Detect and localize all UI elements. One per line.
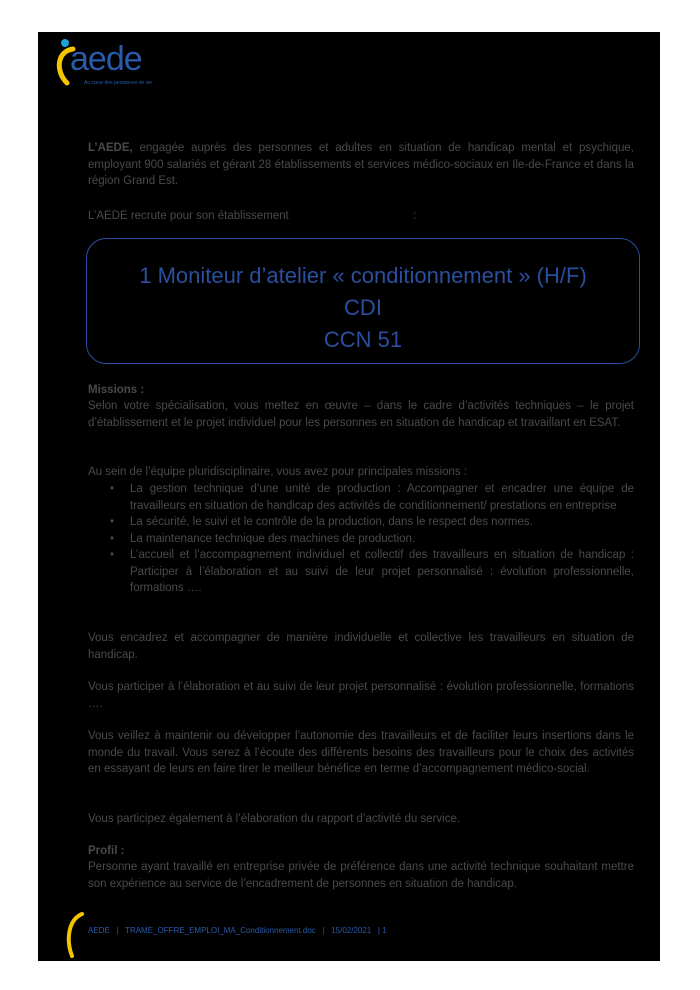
- intro-org-name: L’AEDE,: [88, 142, 133, 154]
- contract-type: CDI: [344, 295, 382, 320]
- list-item: • La gestion technique d’une unité de production : Accompagner et encadrer une équipe de travailleurs en situation de handicap des activités de conditionnement/ prestations en entreprise: [88, 481, 634, 514]
- recruit-line: [88, 208, 634, 225]
- job-title-box: [86, 238, 640, 364]
- aede-logo: [38, 32, 168, 94]
- paragraph-report: Vous participez également à l’élaboration du rapport d’activité du service.: [88, 813, 461, 825]
- page-footer: AEDE | TRAME_OFFRE_EMPLOI_MA_Conditionnement.doc | 15/02/2021 | 1: [88, 926, 387, 935]
- footer-swoosh-icon: [64, 910, 84, 960]
- document-page: [38, 32, 660, 961]
- missions-heading: Missions :: [88, 384, 145, 396]
- profile-paragraph: Personne ayant travaillé en entreprise privée de préférence dans une activité technique souhaitant mettre son expérience au service de l’encadrement de personnes en situation de handicap.: [88, 861, 634, 890]
- intro-paragraph: [88, 140, 634, 190]
- list-item: • La maintenance technique des machines de production.: [88, 531, 634, 548]
- list-item: • La sécurité, le suivi et le contrôle de la production, dans le respect des normes.: [88, 514, 634, 531]
- logo-wordmark: aede: [70, 40, 142, 78]
- paragraph-supervision: Vous encadrez et accompagner de manière individuelle et collective les travailleurs en situation de handicap.: [88, 632, 634, 661]
- missions-paragraph: Selon votre spécialisation, vous mettez en œuvre – dans le cadre d’activités techniques – le projet d’établissement et le projet individuel pour les personnes en situation de handicap et travaillant en ESAT.: [88, 400, 634, 429]
- team-paragraph: Au sein de l’équipe pluridisciplinaire, vous avez pour principales missions :: [88, 466, 468, 478]
- recruit-text: L’AEDE recrute pour son établissement: [88, 210, 289, 222]
- logo-tagline: Au cœur des personnes de vie: [84, 80, 153, 86]
- missions-list: [88, 481, 634, 597]
- paragraph-autonomy: Vous veillez à maintenir ou développer l’autonomie des travailleurs et de faciliter leurs insertions dans le monde du travail. Vous serez à l’écoute des différents besoins des travailleurs pour le choix des activités en essayant de leurs en faire tirer le meilleur bénéfice en terme d’accompagnement médico-social.: [88, 730, 634, 775]
- intro-text: engagée auprès des personnes et adultes en situation de handicap mental et psychique, employant 900 salariés et gérant 28 établissements et services médico-sociaux en Ile-de-France et dans la région Grand Est.: [88, 142, 634, 187]
- list-item: • L’accueil et l’accompagnement individuel et collectif des travailleurs en situation de handicap : Participer à l’élaboration et au suivi de leur projet personnalisé : évolution professionnelle, formations ….: [88, 547, 634, 597]
- paragraph-project: Vous participer à l’élaboration et au suivi de leur projet personnalisé : évolution professionnelle, formations ….: [88, 681, 634, 710]
- recruit-colon: :: [413, 210, 417, 222]
- job-title: 1 Moniteur d’atelier « conditionnement » (H/F): [139, 263, 587, 288]
- profile-heading: Profil :: [88, 845, 125, 857]
- collective-agreement: CCN 51: [323, 327, 403, 352]
